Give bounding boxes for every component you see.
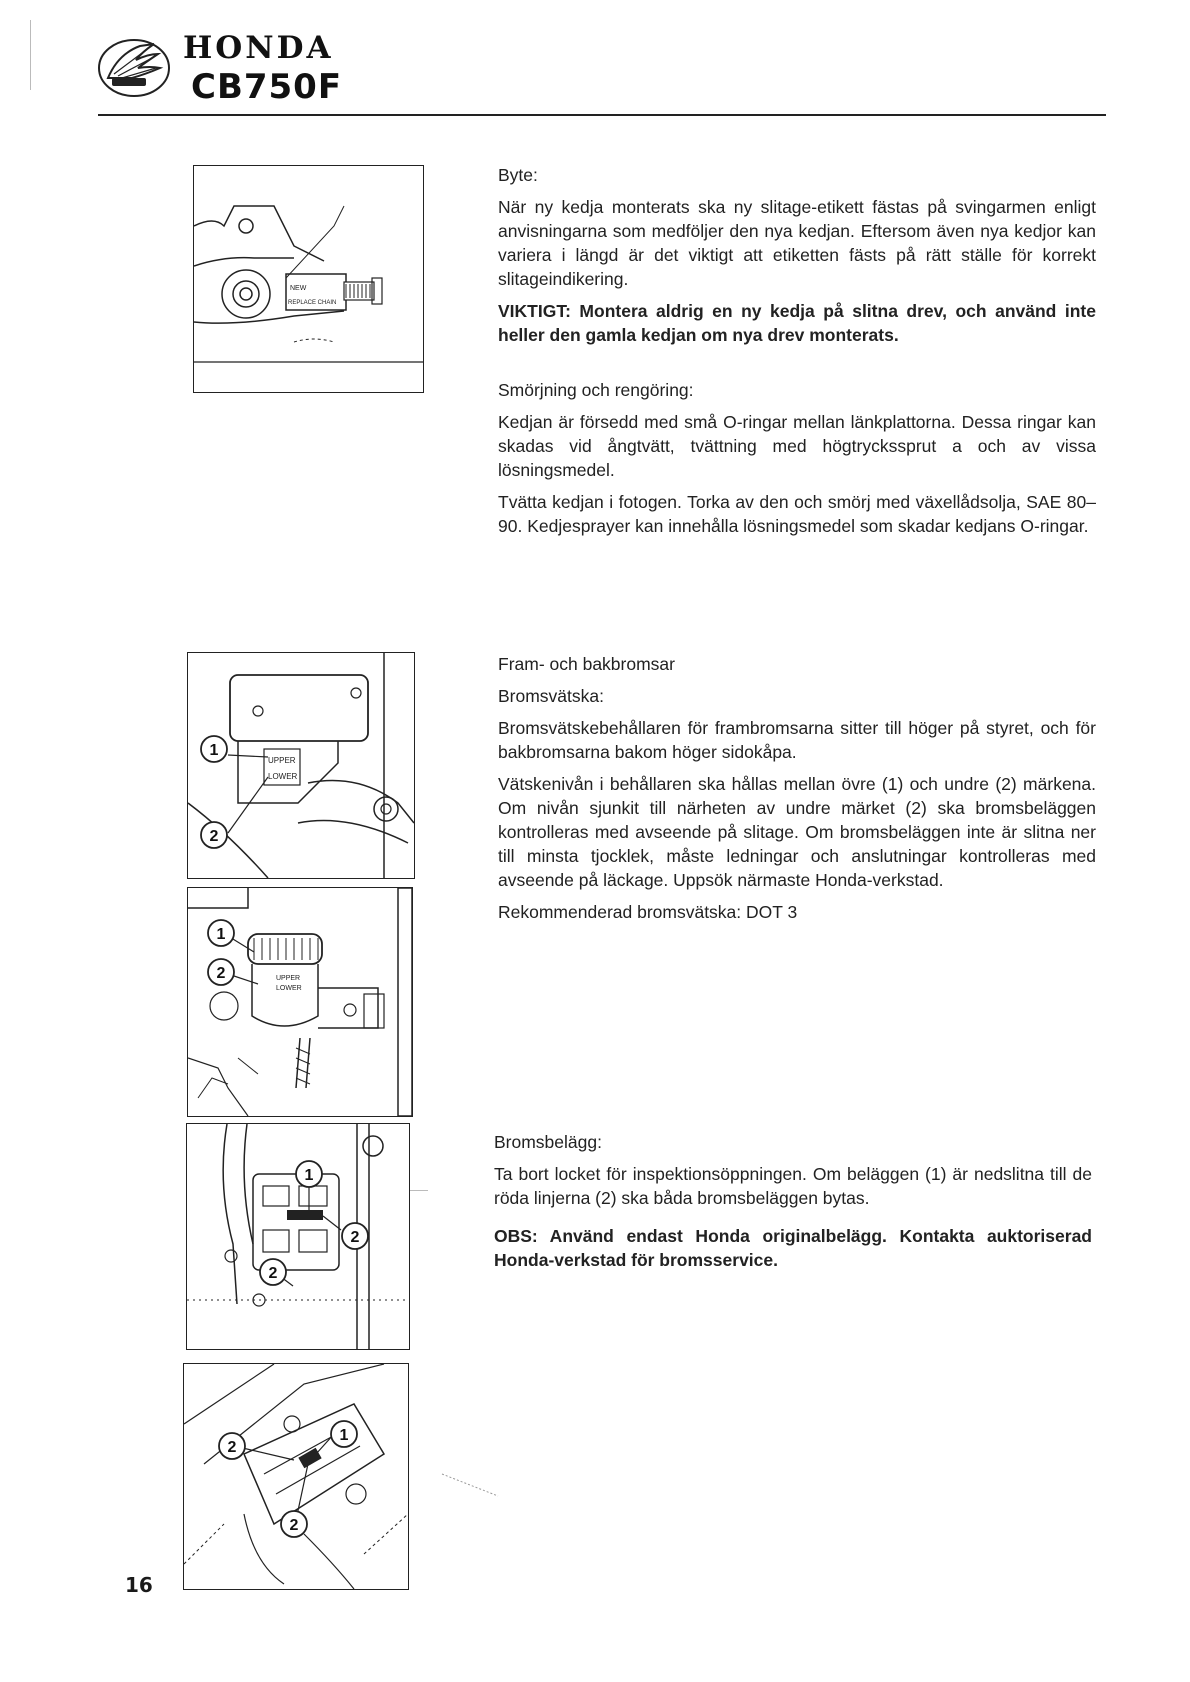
label-replace-chain: REPLACE CHAIN <box>288 300 337 306</box>
section-byte <box>498 163 1096 355</box>
heading-smorjning: Smörjning och rengöring: <box>498 380 694 400</box>
callout-2: 2 <box>216 965 226 982</box>
callout-1: 1 <box>339 1427 349 1444</box>
callout-2: 2 <box>268 1265 278 1282</box>
callout-1: 1 <box>304 1167 314 1184</box>
honda-wing-logo-icon <box>96 34 174 98</box>
brand-name: HONDA <box>183 30 334 66</box>
callout-1: 1 <box>209 742 219 759</box>
heading-bromsar: Fram- och bakbromsar <box>498 654 675 674</box>
figure-chain-wear-sticker <box>193 165 424 393</box>
page-edge-mark <box>30 20 31 90</box>
figure-front-brake-caliper <box>186 1123 410 1350</box>
figure-rear-brake-reservoir <box>187 887 413 1117</box>
paragraph-bromsar-1: Bromsvätskebehållaren för frambromsarna sitter till höger på styret, och för bakbromsarna bakom höger sidokåpa. <box>498 718 1096 762</box>
heading-byte: Byte: <box>498 165 538 185</box>
paragraph-smorjning-1: Kedjan är försedd med små O-ringar mellan länkplattorna. Dessa ringar kan skadas vid ångtvätt, tvättning med högtryckssprut a och av vissa lösningsmedel. <box>498 412 1096 480</box>
section-bromsar <box>498 652 1096 932</box>
subheading-bromsvatska: Bromsvätska: <box>498 686 604 706</box>
callout-2: 2 <box>227 1439 237 1456</box>
paragraph-byte-1: När ny kedja monterats ska ny slitage-etikett fästas på svingarmen enligt anvisningarna som medföljer den nya kedjan. Eftersom även nya kedjor kan variera i längd är det viktigt att etiketten fästs på rätt ställe för korrekt slitageindikering. <box>498 197 1096 289</box>
paragraph-bromsbelagg-obs: OBS: Använd endast Honda originalbelägg. Kontakta auktoriserad Honda-verkstad för bromsservice. <box>494 1226 1092 1270</box>
model-name: CB750F <box>191 67 343 107</box>
page-number: 16 <box>125 1573 153 1597</box>
section-bromsbelagg <box>494 1130 1092 1280</box>
label-lower: LOWER <box>276 985 302 992</box>
paragraph-bromsbelagg-1: Ta bort locket för inspektionsöppningen. Om beläggen (1) är nedslitna till de röda linjerna (2) ska båda bromsbeläggen bytas. <box>494 1164 1092 1208</box>
figure-rear-brake-caliper <box>183 1363 409 1590</box>
scan-specks <box>440 1470 500 1500</box>
heading-bromsbelagg: Bromsbelägg: <box>494 1132 602 1152</box>
paragraph-byte-important: VIKTIGT: Montera aldrig en ny kedja på slitna drev, och använd inte heller den gamla kedjan om nya drev monterats. <box>498 301 1096 345</box>
paragraph-smorjning-2: Tvätta kedjan i fotogen. Torka av den och smörj med växellådsolja, SAE 80–90. Kedjesprayer kan innehålla lösningsmedel som skadar kedjans O-ringar. <box>498 492 1096 536</box>
section-smorjning <box>498 378 1096 546</box>
callout-2: 2 <box>209 828 219 845</box>
scan-mark <box>410 1190 428 1191</box>
paragraph-bromsar-2: Vätskenivån i behållaren ska hållas mellan övre (1) och undre (2) märkena. Om nivån sjunkit till närheten av undre märket (2) ska bromsbeläggen kontrolleras med avseende på slitage. Om bromsbeläggen inte är slitna ner till minsta tjocklek, måste ledningar och anslutningar kontrolleras med avseende på läckage. Uppsök närmaste Honda-verkstad. <box>498 774 1096 890</box>
callout-2: 2 <box>350 1229 360 1246</box>
label-upper: UPPER <box>268 756 296 765</box>
callout-2: 2 <box>289 1517 299 1534</box>
figure-front-brake-reservoir <box>187 652 415 879</box>
label-lower: LOWER <box>268 772 298 781</box>
paragraph-bromsar-3: Rekommenderad bromsvätska: DOT 3 <box>498 902 798 922</box>
label-upper: UPPER <box>276 975 301 982</box>
header-rule <box>98 114 1106 116</box>
callout-1: 1 <box>216 926 226 943</box>
label-new: NEW <box>290 285 307 292</box>
